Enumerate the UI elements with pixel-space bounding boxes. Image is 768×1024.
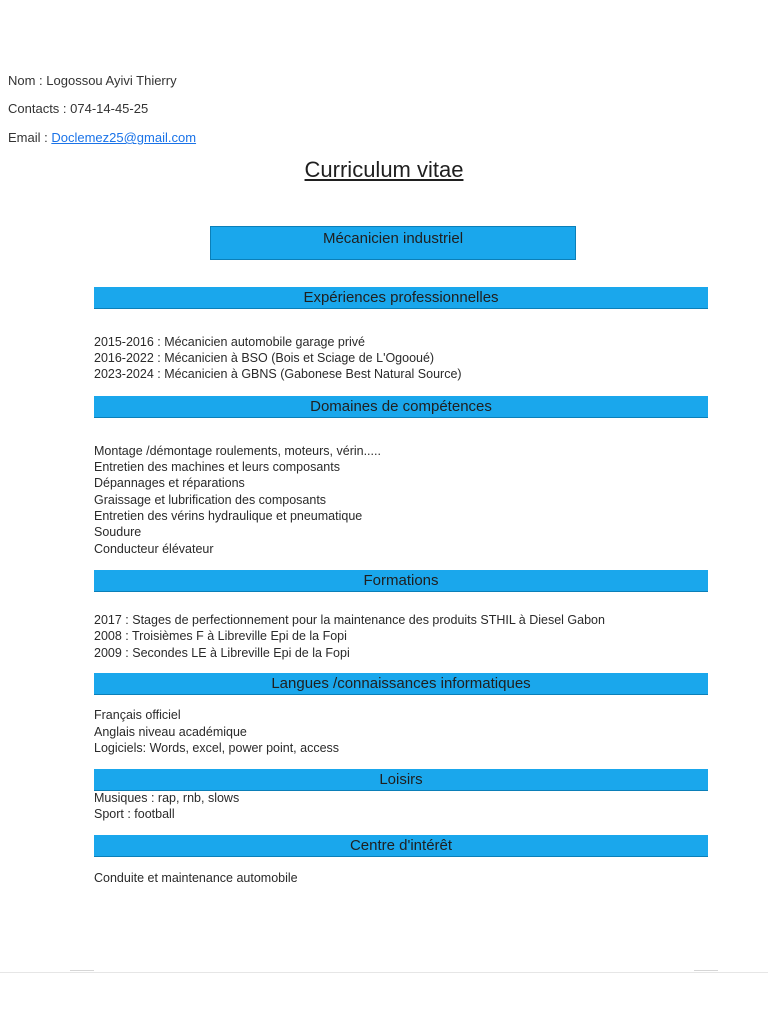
skill-item: Entretien des machines et leurs composants [94, 460, 340, 474]
contact-email-row [8, 130, 196, 145]
page-bottom-rule [0, 972, 768, 973]
contact-email-label: Email : [8, 130, 52, 145]
section-heading-skills: Domaines de compétences [94, 396, 708, 418]
section-heading-training: Formations [94, 570, 708, 592]
experience-item: 2016-2022 : Mécanicien à BSO (Bois et Sciage de L'Ogooué) [94, 351, 435, 365]
hobby-item: Musiques : rap, rnb, slows [94, 791, 240, 805]
section-heading-experience: Expériences professionnelles [94, 287, 708, 309]
training-item: 2017 : Stages de perfectionnement pour la maintenance des produits STHIL à Diesel Gabon [94, 613, 605, 627]
skill-item: Graissage et lubrification des composants [94, 493, 327, 507]
contact-email-link[interactable]: Doclemez25@gmail.com [51, 130, 197, 145]
document-title: Curriculum vitae [304, 157, 464, 182]
section-heading-hobbies: Loisirs [94, 769, 708, 791]
job-title-banner: Mécanicien industriel [210, 226, 576, 260]
skill-item: Conducteur élévateur [94, 542, 214, 556]
hobby-item: Sport : football [94, 807, 175, 821]
language-item: Anglais niveau académique [94, 725, 247, 739]
contact-phone: Contacts : 074-14-45-25 [8, 101, 149, 116]
skill-item: Soudure [94, 525, 142, 539]
skill-item: Dépannages et réparations [94, 476, 245, 490]
skill-item: Entretien des vérins hydraulique et pneumatique [94, 509, 363, 523]
interest-item: Conduite et maintenance automobile [94, 871, 298, 885]
section-heading-interests: Centre d'intérêt [94, 835, 708, 857]
contact-name: Nom : Logossou Ayivi Thierry [8, 73, 177, 88]
language-item: Français officiel [94, 708, 181, 722]
skill-item: Montage /démontage roulements, moteurs, vérin..... [94, 444, 381, 458]
section-heading-languages: Langues /connaissances informatiques [94, 673, 708, 695]
training-item: 2008 : Troisièmes F à Libreville Epi de la Fopi [94, 629, 347, 643]
training-item: 2009 : Secondes LE à Libreville Epi de la Fopi [94, 646, 350, 660]
page-rule-tick-right [694, 970, 718, 971]
experience-item: 2023-2024 : Mécanicien à GBNS (Gabonese Best Natural Source) [94, 367, 462, 381]
page-rule-tick-left [70, 970, 94, 971]
language-item: Logiciels: Words, excel, power point, access [94, 741, 340, 755]
experience-item: 2015-2016 : Mécanicien automobile garage privé [94, 335, 366, 349]
